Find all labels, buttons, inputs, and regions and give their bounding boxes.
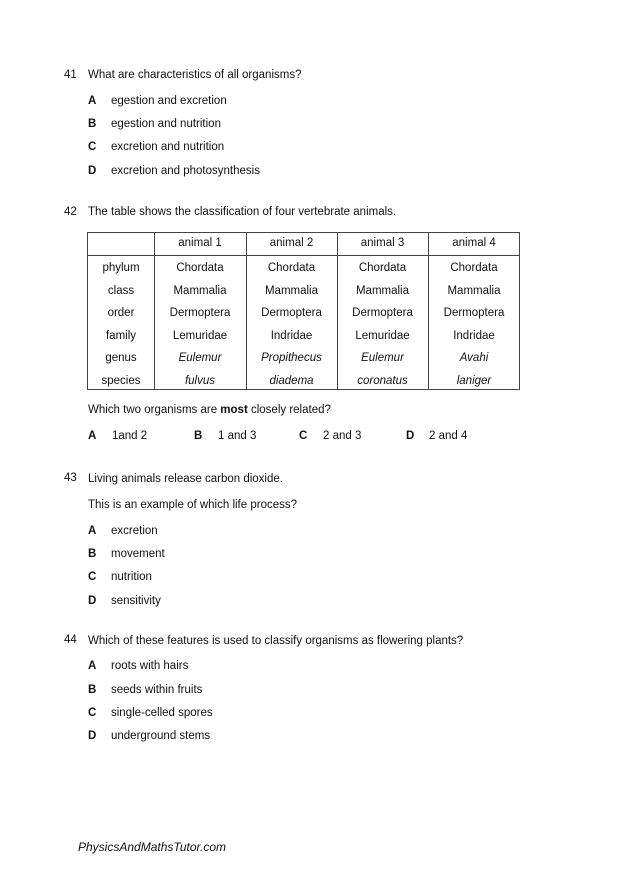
table-row-label: family <box>105 330 137 342</box>
question-42-text: The table shows the classification of four vertebrate animals. <box>88 206 397 218</box>
table-header-cell: animal 3 <box>360 237 405 249</box>
question-41-text: What are characteristics of all organisms? <box>88 69 302 81</box>
table-row-label: species <box>101 375 141 387</box>
q44-option-d-text: underground stems <box>111 730 211 742</box>
q42-option-d-text: 2 and 4 <box>429 430 468 442</box>
question-43-text: Living animals release carbon dioxide. <box>88 473 283 485</box>
table-cell: Dermoptera <box>261 307 322 319</box>
q41-option-a-text: egestion and excretion <box>111 95 227 107</box>
question-44-text: Which of these features is used to classify organisms as flowering plants? <box>88 635 464 647</box>
table-cell: Dermoptera <box>352 307 413 319</box>
table-cell: Lemuridae <box>355 330 410 342</box>
table-cell: Chordata <box>176 262 224 274</box>
q42-option-b-letter: B <box>194 430 203 442</box>
table-header-cell: animal 1 <box>178 237 222 249</box>
q42-option-a-letter: A <box>88 430 97 442</box>
q41-option-c-text: excretion and nutrition <box>111 141 225 153</box>
table-cell: Mammalia <box>173 285 227 297</box>
q43-option-a-text: excretion <box>111 525 158 537</box>
q43-option-a-letter: A <box>88 525 97 537</box>
q41-option-b-text: egestion and nutrition <box>111 118 221 130</box>
q41-option-d-text: excretion and photosynthesis <box>111 165 260 177</box>
table-header-cell: animal 2 <box>269 237 314 249</box>
table-cell: Indridae <box>270 330 313 342</box>
q44-option-c-text: single-celled spores <box>111 707 213 719</box>
q43-option-b-letter: B <box>88 548 97 560</box>
table-cell: Chordata <box>267 262 316 274</box>
question-43-number: 43 <box>64 472 77 484</box>
q41-option-b-letter: B <box>88 118 97 130</box>
q44-option-a-letter: A <box>88 660 97 672</box>
table-row-label: class <box>107 285 135 297</box>
question-42-prompt <box>88 404 331 416</box>
q44-option-a-text: roots with hairs <box>111 660 189 672</box>
table-row-label: order <box>107 307 135 319</box>
table-cell: Propithecus <box>261 352 322 364</box>
q43-option-c-letter: C <box>88 571 97 583</box>
classification-table <box>87 232 520 390</box>
question-43-text-2: This is an example of which life process? <box>88 499 298 511</box>
table-cell: Mammalia <box>447 285 501 297</box>
prompt-text: Which two organisms are <box>88 404 221 416</box>
prompt-bold-text: most <box>220 404 248 416</box>
table-cell: fulvus <box>184 375 216 387</box>
q42-option-b-text: 1 and 3 <box>218 430 257 442</box>
q43-option-b-text: movement <box>111 548 165 560</box>
table-cell: Mammalia <box>264 285 319 297</box>
table-cell: Mammalia <box>355 285 410 297</box>
q41-option-c-letter: C <box>88 141 97 153</box>
table-cell: Indridae <box>453 330 495 342</box>
table-cell: laniger <box>456 375 492 387</box>
q44-option-d-letter: D <box>88 730 97 742</box>
q43-option-d-text: sensitivity <box>111 595 161 607</box>
table-cell: diadema <box>269 375 314 387</box>
q44-option-b-letter: B <box>88 684 97 696</box>
table-cell: Avahi <box>459 352 489 364</box>
footer-site-name: PhysicsAndMathsTutor.com <box>78 840 227 854</box>
table-cell: Eulemur <box>178 352 222 364</box>
table-cell: Eulemur <box>361 352 404 364</box>
table-cell: Chordata <box>358 262 407 274</box>
q43-option-c-text: nutrition <box>111 571 152 583</box>
table-cell: coronatus <box>357 375 408 387</box>
q44-option-c-letter: C <box>88 707 97 719</box>
q44-option-b-text: seeds within fruits <box>111 684 203 696</box>
table-header-divider <box>88 255 519 256</box>
table-header-cell: animal 4 <box>452 237 496 249</box>
question-42-number: 42 <box>64 206 77 218</box>
table-row-label: genus <box>105 352 137 364</box>
table-cell: Dermoptera <box>169 307 231 319</box>
table-cell: Chordata <box>450 262 498 274</box>
table-row-label: phylum <box>102 262 140 274</box>
q42-option-a-text: 1and 2 <box>112 430 148 442</box>
question-41-number: 41 <box>64 69 77 81</box>
table-cell: Dermoptera <box>443 307 505 319</box>
q43-option-d-letter: D <box>88 595 97 607</box>
q41-option-d-letter: D <box>88 165 97 177</box>
q42-option-c-text: 2 and 3 <box>323 430 362 442</box>
q41-option-a-letter: A <box>88 95 97 107</box>
q42-option-d-letter: D <box>406 430 415 442</box>
prompt-text: closely related? <box>247 404 331 416</box>
table-cell: Lemuridae <box>172 330 228 342</box>
q42-option-c-letter: C <box>299 430 308 442</box>
question-44-number: 44 <box>64 634 77 646</box>
